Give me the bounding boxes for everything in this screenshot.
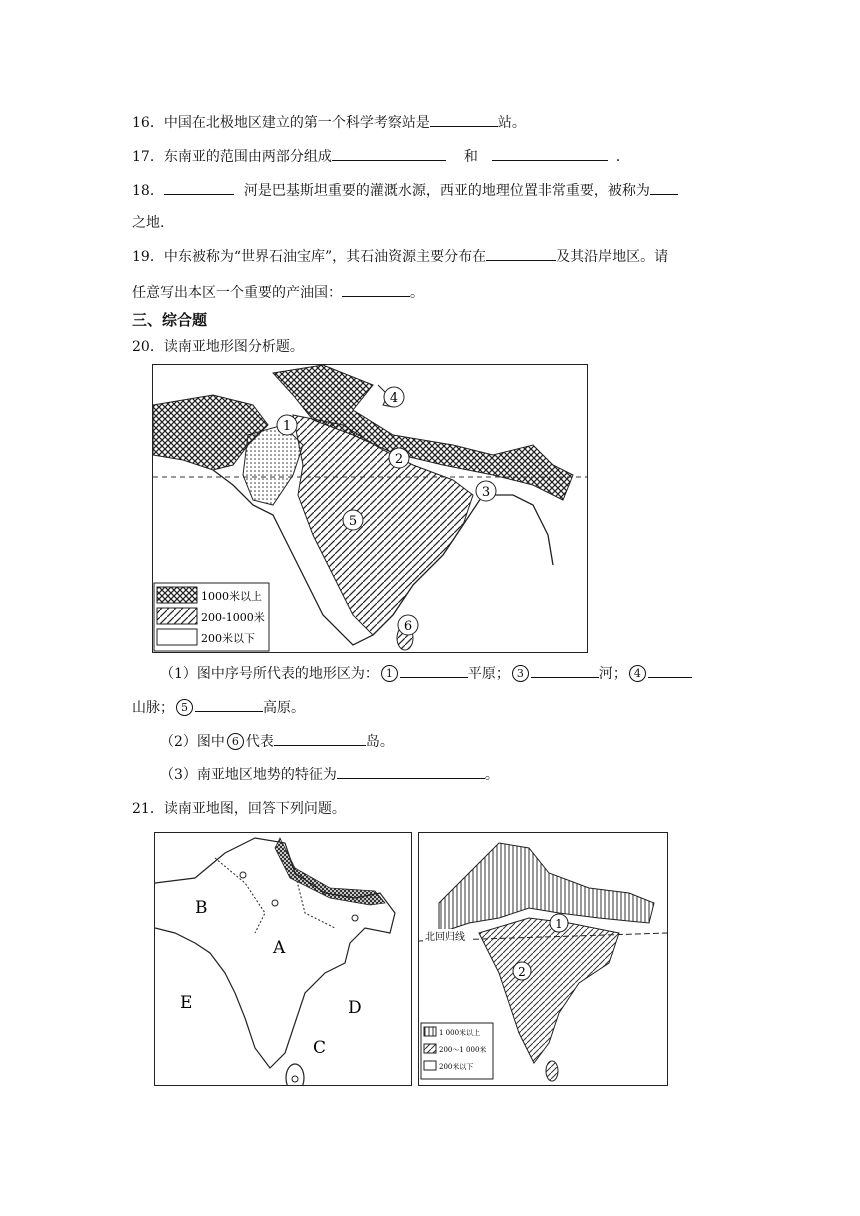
q20-sub1-text: （1）图中序号所代表的地形区为： xyxy=(160,666,379,682)
terrain-map-svg xyxy=(153,365,587,652)
south-asia-elevation-map xyxy=(418,832,668,1086)
map-label-3: 3 xyxy=(481,485,491,500)
elev-label-1: 1 xyxy=(555,917,563,931)
q20-plateau-label: 高原。 xyxy=(263,700,305,716)
letter-b: B xyxy=(195,898,208,918)
map-legend xyxy=(154,583,269,651)
question-19-line2 xyxy=(132,282,424,303)
q18-blank-2[interactable] xyxy=(650,180,678,195)
marker-3: 3 xyxy=(512,665,529,682)
q19-suffix: 。 xyxy=(410,285,424,301)
letter-c: C xyxy=(313,1038,327,1058)
legend-high: 1000米以上 xyxy=(201,590,262,603)
border-dotted xyxy=(215,858,335,933)
elevation-map-svg xyxy=(419,833,667,1085)
question-18-line2 xyxy=(132,213,164,233)
q20-sub2-represents: 代表 xyxy=(245,734,274,750)
political-map-svg xyxy=(155,833,411,1085)
q20-sub1-line1 xyxy=(160,663,692,684)
q19-text-3: 任意写出本区一个重要的产油国： xyxy=(132,285,342,301)
map-label-5: 5 xyxy=(348,514,358,529)
q17-and: 和 xyxy=(463,149,478,165)
q20-blank-6[interactable] xyxy=(274,731,366,746)
q19-blank-1[interactable] xyxy=(486,246,556,261)
question-20-stem: 20．读南亚地形图分析题。 xyxy=(132,339,304,355)
south-asia-terrain-map xyxy=(152,364,588,653)
marker-4: 4 xyxy=(629,665,646,682)
q18-number: 18． xyxy=(132,183,164,199)
elev-legend-1: 1 000米以上 xyxy=(439,1029,481,1037)
q18-text: 河是巴基斯坦重要的灌溉水源，西亚的地理位置非常重要，被称为 xyxy=(243,183,650,199)
q16-text: 16．中国在北极地区建立的第一个科学考察站是 xyxy=(132,115,430,131)
q17-suffix: ． xyxy=(615,149,630,165)
map-label-4: 4 xyxy=(389,391,399,406)
legend-low: 200米以下 xyxy=(201,632,255,645)
q20-sub2-text: （2）图中 xyxy=(160,734,225,750)
marker-6: 6 xyxy=(227,733,244,750)
q20-mountain-label: 山脉； xyxy=(132,700,174,716)
elevation-plateau xyxy=(479,918,619,1063)
marker-5: 5 xyxy=(176,699,193,716)
q20-sub2 xyxy=(160,731,394,752)
tropic-label: 北回归线 xyxy=(425,932,465,943)
q20-sub3-suffix: 。 xyxy=(484,767,499,783)
q20-blank-5[interactable] xyxy=(195,697,263,712)
q20-blank-3[interactable] xyxy=(531,663,599,678)
elevation-north xyxy=(439,843,654,933)
q20-sub1-line2 xyxy=(132,697,305,718)
q19-text-2: 及其沿岸地区。请 xyxy=(556,249,669,265)
q19-text: 19．中东被称为“世界石油宝库”，其石油资源主要分布在 xyxy=(132,249,487,265)
elevation-legend xyxy=(421,1023,493,1079)
elev-legend-2: 200～1 000米 xyxy=(439,1046,487,1054)
q17-blank-2[interactable] xyxy=(492,146,608,161)
question-18-line1 xyxy=(132,180,678,201)
q19-blank-2[interactable] xyxy=(342,282,410,297)
q20-blank-1[interactable] xyxy=(400,663,468,678)
indus-plain xyxy=(243,425,303,505)
q18-blank-1[interactable] xyxy=(164,180,234,195)
map-label-2: 2 xyxy=(394,452,404,467)
q20-plain-label: 平原； xyxy=(467,666,510,682)
letter-e: E xyxy=(180,993,193,1013)
map-label-1: 1 xyxy=(282,419,292,434)
letter-a: A xyxy=(273,938,286,958)
q16-suffix: 站。 xyxy=(497,115,526,131)
q20-blank-4[interactable] xyxy=(648,663,692,678)
q17-blank-1[interactable] xyxy=(332,146,446,161)
question-17 xyxy=(132,146,630,167)
question-21-stem: 21．读南亚地图，回答下列问题。 xyxy=(132,801,346,817)
section-heading: 三、综合题 xyxy=(132,311,208,329)
map-label-6: 6 xyxy=(403,619,413,634)
q16-blank[interactable] xyxy=(430,112,498,127)
letter-d: D xyxy=(348,998,362,1018)
q20-blank-7[interactable] xyxy=(337,764,485,779)
question-16 xyxy=(132,112,526,133)
elev-legend-3: 200米以下 xyxy=(439,1063,474,1071)
q20-sub3 xyxy=(160,764,499,785)
q20-river-label: 河； xyxy=(598,666,627,682)
elev-label-2: 2 xyxy=(518,965,526,979)
question-19-line1 xyxy=(132,246,668,267)
q18-continuation: 之地. xyxy=(132,215,165,231)
marker-1: 1 xyxy=(381,665,398,682)
q17-text: 17．东南亚的范围由两部分组成 xyxy=(132,149,332,165)
q20-island-label: 岛。 xyxy=(365,734,394,750)
legend-mid: 200-1000米 xyxy=(201,611,265,624)
himalaya-strip xyxy=(275,838,385,905)
south-asia-political-map xyxy=(154,832,412,1086)
q20-sub3-text: （3）南亚地区地势的特征为 xyxy=(160,767,337,783)
